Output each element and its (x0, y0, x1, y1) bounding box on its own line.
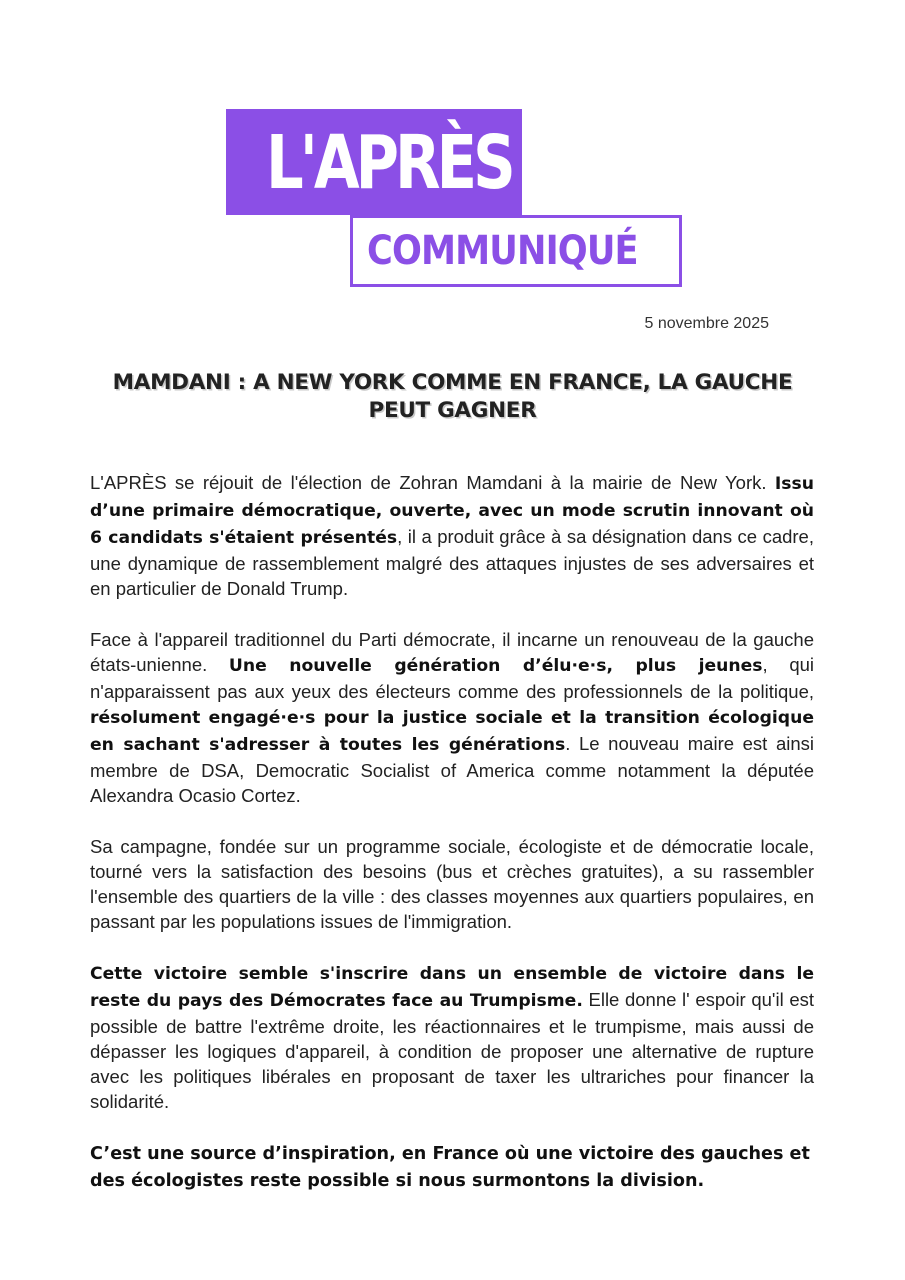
p1-rest: , il a produit grâce à sa désignation dans ce cadre, une dynamique de rassemblement malgré des attaques injustes de ses adversaires et en particulier de Donald Trump. (90, 526, 814, 599)
p2-bold-2: résolument engagé·e·s pour la justice sociale et la transition écologique en sachant s'adresser à toutes les générations (90, 708, 814, 755)
paragraph-5 (90, 1140, 814, 1194)
p5-bold: C’est une source d’inspiration, en France où une victoire des gauches et des écologistes reste possible si nous surmontons la division. (90, 1144, 810, 1191)
paragraph-2 (90, 627, 814, 808)
p2-bold-1: Une nouvelle génération d’élu·e·s, plus jeunes (228, 656, 763, 676)
paragraph-1 (90, 470, 814, 601)
paragraph-4 (90, 960, 814, 1114)
p2-intro: Face à l'appareil traditionnel du Parti démocrate, il incarne un renouveau de la gauche états-unienne. (90, 629, 814, 675)
logo-communique-text: COMMUNIQUÉ (367, 228, 638, 274)
logo-outlined-block (350, 215, 682, 287)
p4-bold: Cette victoire semble s'inscrire dans un ensemble de victoire dans le reste du pays des Démocrates face au Trumpisme. (90, 964, 814, 1011)
press-release-body (90, 470, 814, 1220)
press-release-date: 5 novembre 2025 (644, 315, 769, 332)
logo-purple-block (226, 109, 522, 215)
p1-intro: L'APRÈS se réjouit de l'élection de Zohran Mamdani à la mairie de New York. (90, 472, 775, 493)
p4-rest: Elle donne l' espoir qu'il est possible de battre l'extrême droite, les réactionnaires et le trumpisme, mais aussi de dépasser les logiques d'appareil, à condition de proposer une alternative de rupture avec les politiques libérales en proposant de taxer les ultrariches pour financer la solidarité. (90, 989, 814, 1112)
logo-brand-text: L'APRÈS (266, 120, 512, 206)
press-release-title: MAMDANI : A NEW YORK COMME EN FRANCE, LA GAUCHE PEUT GAGNER (112, 370, 793, 423)
p2-middle: , qui n'apparaissent pas aux yeux des électeurs comme des professionnels de la politique, (90, 654, 815, 702)
p1-bold: Issu d’une primaire démocratique, ouverte, avec un mode scrutin innovant où 6 candidats s'étaient présentés (90, 474, 814, 548)
lapres-communique-logo (226, 109, 680, 283)
paragraph-3: Sa campagne, fondée sur un programme sociale, écologiste et de démocratie locale, tourné vers la satisfaction des besoins (bus et crèches gratuites), a su rassembler l'ensemble des quartiers de la ville : des classes moyennes aux quartiers populaires, en passant par les populations issues de l'immigration. (90, 836, 814, 932)
p2-rest: . Le nouveau maire est ainsi membre de DSA, Democratic Socialist of America comme notamment la députée Alexandra Ocasio Cortez. (90, 733, 814, 806)
